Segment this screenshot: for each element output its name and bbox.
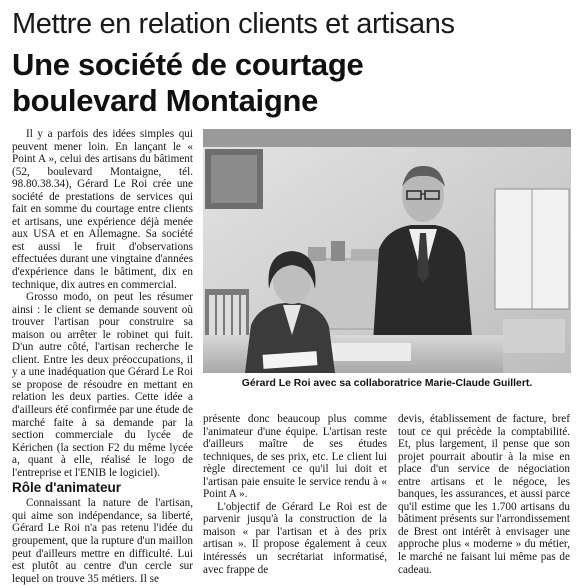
paragraph-intro: Il y a parfois des idées simples qui peuvent mener loin. En lançant le « Point A », celui des artisans du bâtiment (52, boulevard Montaigne, tél. 98.80.38.34), Gérard Le Roi crée une société de prestations de services qui fait en somme du courtage entre clients et artisans, une expérience déjà menée aux USA et en Allemagne. Sa société est aussi le fruit d'observations effectuées durant une vingtaine d'années d'expérience dans le bâtiment, dix en technique, dix autres en commercial.: [12, 128, 193, 291]
photo-illustration: [203, 129, 571, 373]
article-column-3: [398, 413, 570, 576]
article-column-1: [12, 128, 193, 585]
article-column-2: [203, 413, 387, 576]
article-kicker: Mettre en relation clients et artisans: [12, 8, 455, 40]
section-subhead: Rôle d'animateur: [12, 480, 121, 496]
paragraph-objective: L'objectif de Gérard Le Roi est de parvenir jusqu'à la construction de la maison « par l'artisan et à des prix artisan ». Il propose également à ceux intéressés un secrétariat informatisé, avec frappe de: [203, 500, 387, 576]
paragraph-conclusion: devis, établissement de facture, bref tout ce qui précède la comptabilité. Et, plus largement, il pense que son projet pourrait aboutir à la mise en place d'un service de négociation entre artisans et le négoce, les banques, les assurances, et aussi parce qu'il estime que les 1.700 artisans du bâtiment présents sur l'arrondissement de Brest ont intérêt à envisager une approche plus « moderne » du métier, le marché ne faisant lui même pas de cadeau.: [398, 413, 570, 576]
photo-caption: Gérard Le Roi avec sa collaboratrice Marie-Claude Guillert.: [241, 378, 533, 389]
paragraph-role: Connaissant la nature de l'artisan, qui aime son indépendance, sa liberté, Gérard Le Roi n'a pas retenu l'idée du groupement, que la rupture d'un maillon peut d'ailleurs mettre en difficulté. Lui est plutôt au centre d'un cercle sur lequel on trouve 35 métiers. Il se: [12, 497, 193, 585]
article-photo: [203, 129, 571, 373]
paragraph-summary: Grosso modo, on peut les résumer ainsi : le client se demande souvent où trouver l'artisan pour construire sa maison ou arrêter le robinet qui fuit. D'un autre côté, l'artisan recherche le client. Entre les deux préoccupations, il y a une inadéquation que Gérard Le Roi se propose de résoudre en mettant en relation les deux parties. Cette idée a d'ailleurs été confirmée par une étude de marché faite à sa demande par la section commerciale du lycée de Kérichen (la section F2 du même lycée a, quant à elle, réalisé le logo de l'entreprise et l'ENIB le logiciel).: [12, 291, 193, 479]
headline-line-1: Une société de courtage: [12, 47, 364, 82]
headline-line-2: boulevard Montaigne: [12, 83, 319, 118]
paragraph-continuation: présente donc beaucoup plus comme l'animateur d'une équipe. L'artisan reste d'ailleurs maître de ses études techniques, de ses prix, etc. Le client lui règle directement ce qu'il lui doit et l'artisan paie ensuite le service rendu à « Point A ».: [203, 413, 387, 501]
article-headline: [12, 47, 574, 119]
